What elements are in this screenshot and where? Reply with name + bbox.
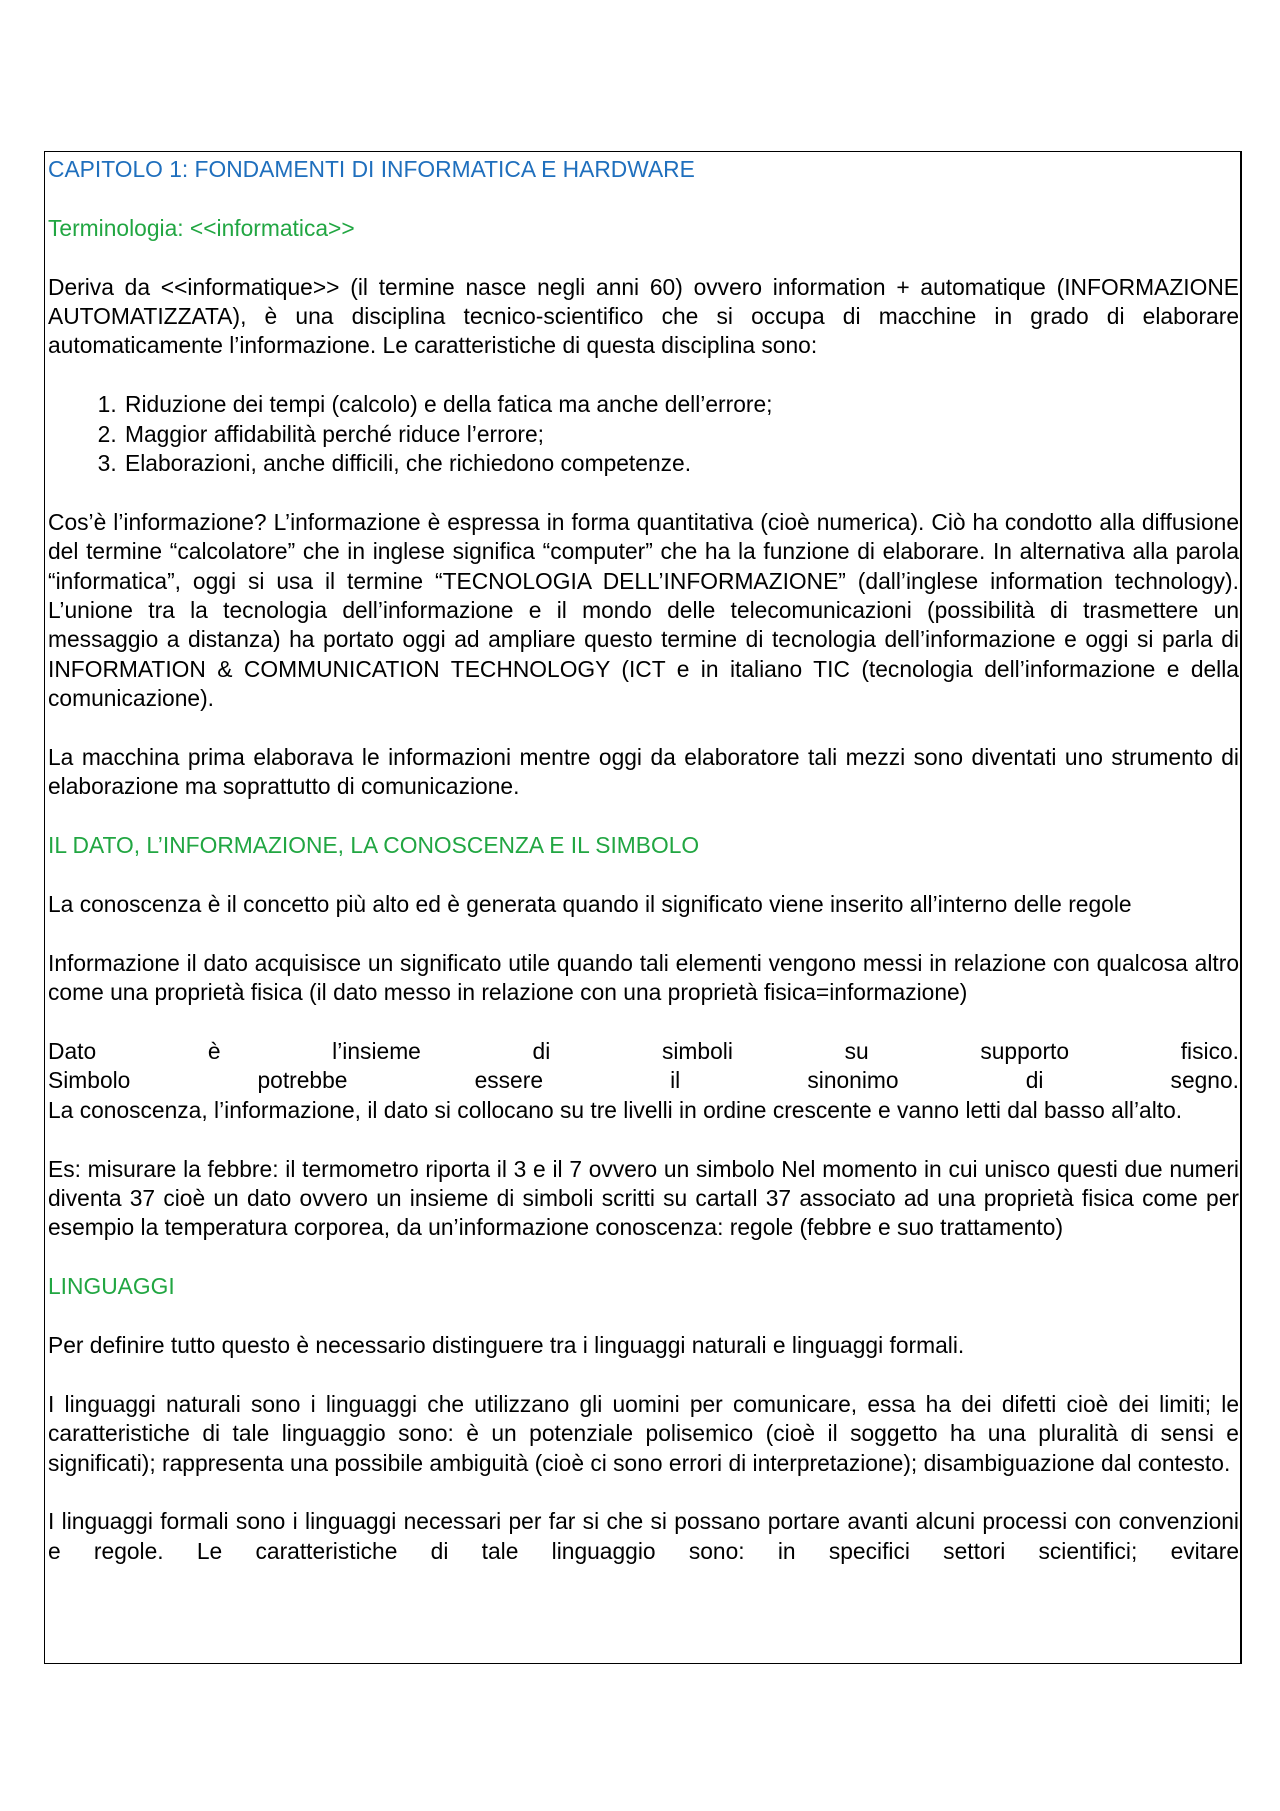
- document-body: [48, 155, 1239, 1596]
- paragraph-example: Es: misurare la febbre: il termometro riporta il 3 e il 7 ovvero un simbolo Nel momento in cui unisco questi due numeri diventa 37 cioè un dato ovvero un insieme di simboli scritti su cartaIl 37 associato ad una proprietà fisica come per esempio la temperatura corporea, da un’informazione conoscenza: regole (febbre e suo trattamento): [48, 1155, 1239, 1241]
- section-heading-languages: LINGUAGGI: [48, 1273, 175, 1300]
- paragraph-information-definition: Informazione il dato acquisisce un significato utile quando tali elementi vengono messi in relazione con qualcosa altro come una proprietà fisica (il dato messo in relazione con una proprietà fisica=informazione): [48, 949, 1239, 1006]
- paragraph-formal-languages: I linguaggi formali sono i linguaggi necessari per far si che si possano portare avanti alcuni processi con convenzioni e regole. Le caratteristiche di tale linguaggio sono: in specifici settori scientifici; evitare: [48, 1508, 1239, 1564]
- paragraph-knowledge: La conoscenza è il concetto più alto ed è generata quando il significato viene inserito all’interno delle regole: [48, 891, 1132, 918]
- list-item: 2. Maggior affidabilità perché riduce l’errore;: [123, 420, 1239, 449]
- paragraph-machine: La macchina prima elaborava le informazioni mentre oggi da elaboratore tali mezzi sono diventati uno strumento di elaborazione ma soprattutto di comunicazione.: [48, 744, 1239, 800]
- paragraph-symbol-definition: Simbolo potrebbe essere il sinonimo di segno.: [48, 1067, 1239, 1094]
- document-frame: [44, 151, 1242, 1664]
- list-item: 3. Elaborazioni, anche difficili, che richiedono competenze.: [123, 449, 1239, 478]
- chapter-title: CAPITOLO 1: FONDAMENTI DI INFORMATICA E HARDWARE: [48, 156, 695, 182]
- paragraph-definition: Deriva da <<informatique>> (il termine nasce negli anni 60) ovvero information + automatique (INFORMAZIONE AUTOMATIZZATA), è una disciplina tecnico-scientifico che si occupa di macchine in grado di elaborare automaticamente l’informazione. Le caratteristiche di questa disciplina sono:: [48, 273, 1239, 359]
- paragraph-languages-intro: Per definire tutto questo è necessario distinguere tra i linguaggi naturali e linguaggi formali.: [48, 1332, 965, 1359]
- term-heading: Terminologia: <<informatica>>: [48, 214, 355, 241]
- paragraph-data-definition: Dato è l’insieme di simboli su supporto fisico.: [48, 1038, 1239, 1065]
- characteristics-list: [48, 390, 1239, 478]
- paragraph-information: Cos’è l’informazione? L’informazione è espressa in forma quantitativa (cioè numerica). Ciò ha condotto alla diffusione del termine “calcolatore” che in inglese significa “computer” che ha la funzione di elaborare. In alternativa alla parola “informatica”, oggi si usa il termine “TECNOLOGIA DELL’INFORMAZIONE” (dall’inglese information technology). L’unione tra la tecnologia dell’informazione e il mondo delle telecomunicazioni (possibilità di trasmettere un messaggio a distanza) ha portato oggi ad ampliare questo termine di tecnologia dell’informazione e oggi si parla di INFORMATION & COMMUNICATION TECHNOLOGY (ICT e in italiano TIC (tecnologia dell’informazione e della comunicazione).: [48, 508, 1239, 712]
- paragraph-levels: La conoscenza, l’informazione, il dato si collocano su tre livelli in ordine crescente e vanno letti dal basso all’alto.: [48, 1096, 1183, 1123]
- list-item: 1. Riduzione dei tempi (calcolo) e della fatica ma anche dell’errore;: [123, 390, 1239, 419]
- paragraph-natural-languages: I linguaggi naturali sono i linguaggi che utilizzano gli uomini per comunicare, essa ha dei difetti cioè dei limiti; le caratteristiche di tale linguaggio sono: è un potenziale polisemico (cioè il soggetto ha una pluralità di sensi e significati); rappresenta una possibile ambiguità (cioè ci sono errori di interpretazione); disambiguazione dal contesto.: [48, 1390, 1239, 1476]
- section-heading-data: IL DATO, L’INFORMAZIONE, LA CONOSCENZA E IL SIMBOLO: [48, 832, 700, 859]
